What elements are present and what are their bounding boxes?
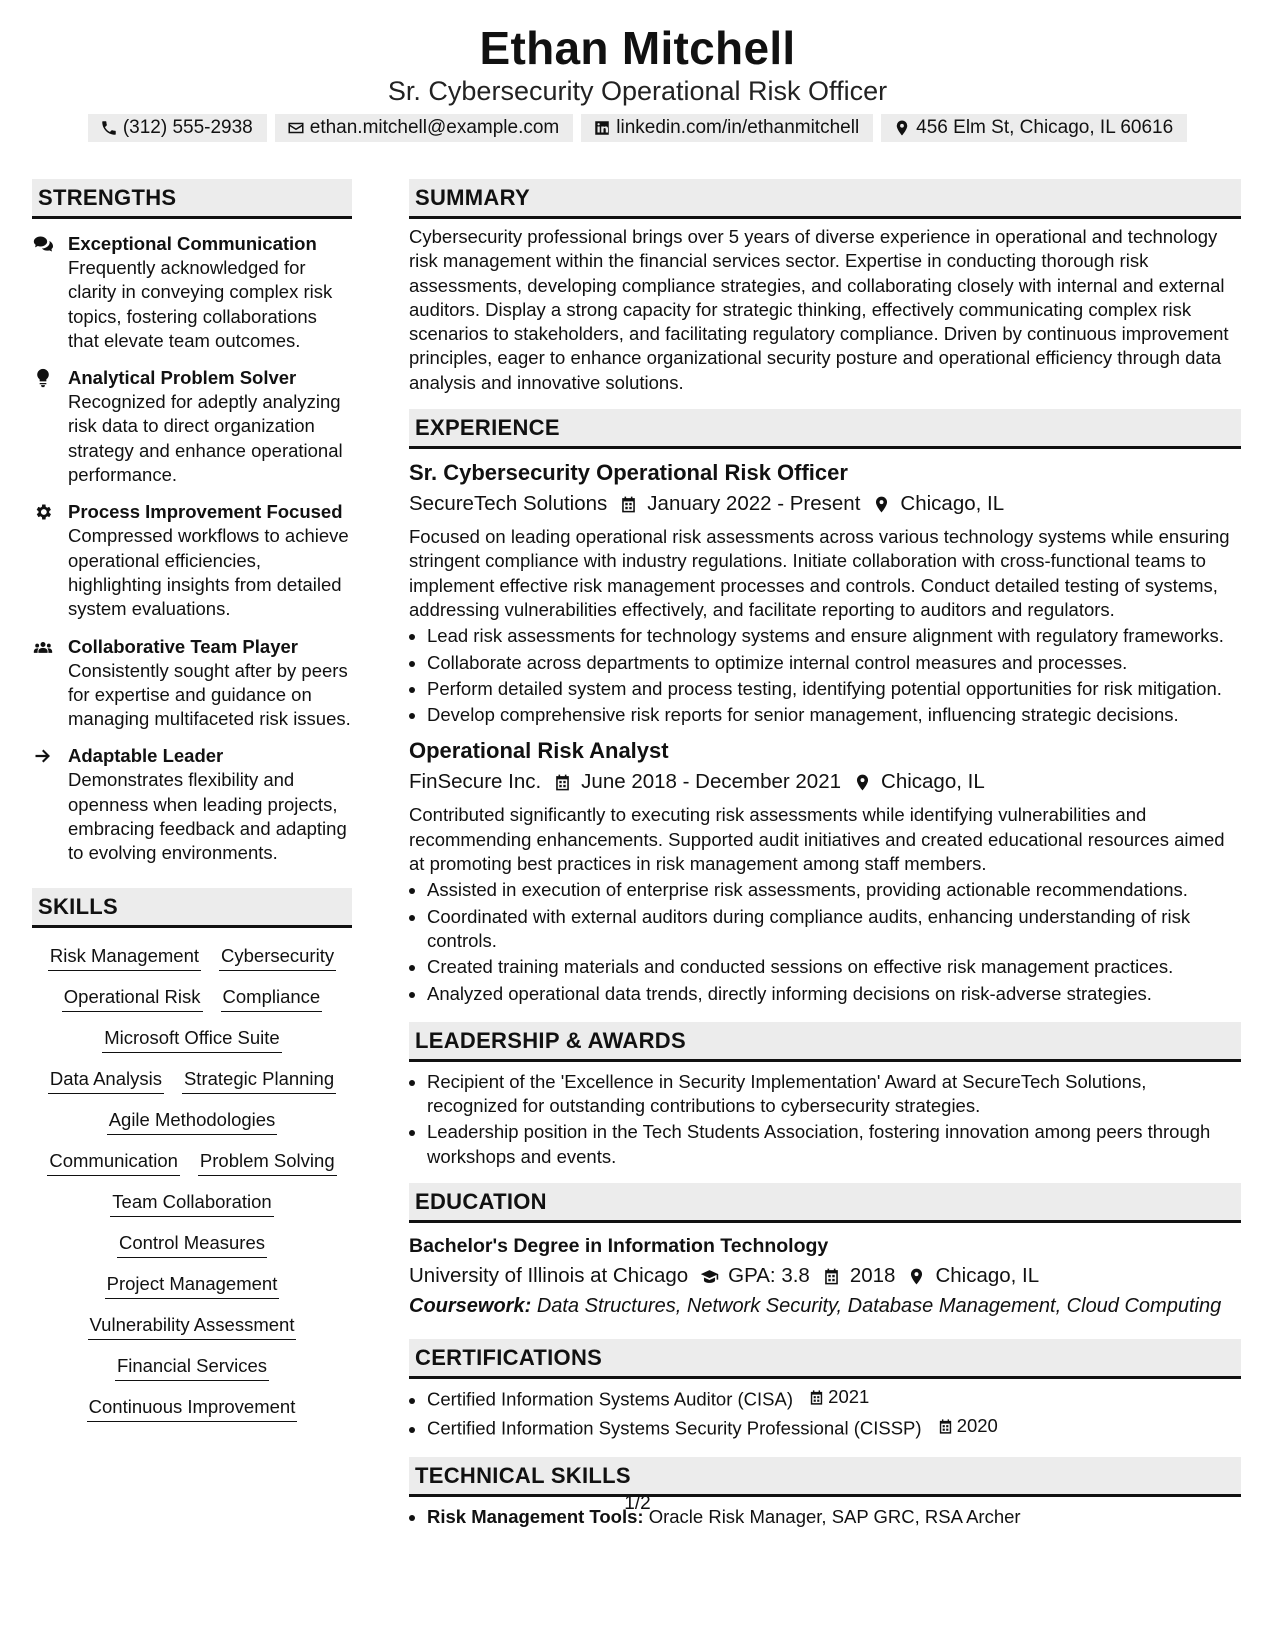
strength-title: Adaptable Leader <box>68 745 224 767</box>
arrow-right-icon <box>32 746 54 766</box>
job-bullets <box>409 878 1241 1005</box>
job-dates: January 2022 - Present <box>647 492 861 516</box>
job-bullet: • Develop comprehensive risk reports for senior management, influencing strategic decisions. <box>427 703 1241 727</box>
calendar-icon <box>808 1389 825 1406</box>
strengths-heading: STRENGTHS <box>32 179 352 219</box>
summary-heading: SUMMARY <box>409 179 1241 219</box>
coursework-text: Data Structures, Network Security, Database Management, Cloud Computing <box>536 1295 1222 1318</box>
job-title: Operational Risk Analyst <box>409 738 669 764</box>
job-company: SecureTech Solutions <box>409 492 608 516</box>
contact-address[interactable] <box>881 114 1187 142</box>
strength-desc: Compressed workflows to achieve operational efficiencies, highlighting insights from detailed system evaluations. <box>68 525 349 620</box>
job-meta <box>409 489 1241 519</box>
strength-desc: Frequently acknowledged for clarity in conveying complex risk topics, fostering collaborations that elevate team outcomes. <box>68 257 333 351</box>
linkedin-icon <box>593 119 611 137</box>
left-column <box>32 179 352 1531</box>
resume-header <box>0 0 1275 142</box>
strength-item <box>32 744 352 865</box>
strength-desc: Recognized for adeptly analyzing risk data to direct organization strategy and enhance operational performance. <box>68 391 343 486</box>
education-meta <box>409 1261 1241 1291</box>
skill-tag: Data Analysis <box>48 1067 164 1094</box>
leadership-bullets <box>409 1070 1241 1169</box>
technical-skill-value: Oracle Risk Manager, SAP GRC, RSA Archer <box>648 1505 1021 1527</box>
calendar-icon <box>937 1418 954 1435</box>
job-entry <box>409 737 1241 1005</box>
skill-tag: Control Measures <box>117 1231 267 1258</box>
strength-item <box>32 500 352 621</box>
job-location: Chicago, IL <box>900 492 1005 516</box>
page-number: 1/2 <box>624 1493 651 1514</box>
job-dates: June 2018 - December 2021 <box>581 770 842 794</box>
map-marker-icon <box>907 1267 926 1286</box>
candidate-name: Ethan Mitchell <box>479 22 796 74</box>
envelope-icon <box>287 119 305 137</box>
certification-list <box>409 1385 1241 1441</box>
skill-tag: Compliance <box>221 985 323 1012</box>
skill-tag: Continuous Improvement <box>87 1395 298 1422</box>
certification-item <box>427 1385 1241 1412</box>
strength-item <box>32 635 352 732</box>
skill-tag: Financial Services <box>115 1354 269 1381</box>
skill-tag: Problem Solving <box>198 1149 337 1176</box>
contact-email[interactable] <box>275 114 574 142</box>
job-title: Sr. Cybersecurity Operational Risk Officer <box>409 460 848 486</box>
strength-title: Collaborative Team Player <box>68 635 298 657</box>
skill-tag: Project Management <box>105 1272 280 1299</box>
job-bullet: • Analyzed operational data trends, directly informing decisions on risk-adverse strategies. <box>427 982 1241 1006</box>
strength-title: Process Improvement Focused <box>68 501 343 523</box>
gpa: GPA: 3.8 <box>728 1264 810 1288</box>
job-description: Contributed significantly to executing risk assessments while identifying vulnerabilities and recommending enhancements. Supported audit initiatives and created educational resources aimed at promoting best practices in risk management among staff members. <box>409 804 1225 875</box>
lightbulb-icon <box>32 368 54 388</box>
map-marker-icon <box>872 495 891 514</box>
contact-linkedin[interactable] <box>581 114 873 142</box>
certification-year: 2020 <box>956 1414 998 1436</box>
job-company: FinSecure Inc. <box>409 770 542 794</box>
technical-skill-label: Risk Management Tools: <box>427 1505 644 1527</box>
skill-tag: Team Collaboration <box>110 1190 273 1217</box>
job-bullet: • Created training materials and conducted sessions on effective risk management practices. <box>427 955 1241 979</box>
skill-tag: Cybersecurity <box>219 944 336 971</box>
users-icon <box>32 637 54 657</box>
coursework <box>409 1291 1241 1321</box>
skill-tag: Communication <box>47 1149 180 1176</box>
certification-name: Certified Information Systems Auditor (CISA) <box>427 1388 794 1410</box>
job-description: Focused on leading operational risk assessments across various technology systems while ensuring stringent compliance with industry regulations. Initiate collaboration with cross-functional teams to implement effective risk management processes and controls. Conduct detailed testing of systems, addressing vulnerabilities effectively, and facilitate reporting to auditors and regulators. <box>409 526 1230 620</box>
phone-icon <box>100 119 118 137</box>
job-bullets <box>409 624 1241 727</box>
certification-name: Certified Information Systems Security Professional (CISSP) <box>427 1417 922 1439</box>
job-location: Chicago, IL <box>881 770 985 794</box>
skill-tag: Operational Risk <box>62 985 203 1012</box>
skill-tag: Risk Management <box>48 944 201 971</box>
strength-title: Analytical Problem Solver <box>68 367 297 389</box>
experience-heading: EXPERIENCE <box>409 409 1241 449</box>
strength-item <box>32 366 352 487</box>
coursework-label: Coursework: <box>409 1295 532 1318</box>
contact-email-text: ethan.mitchell@example.com <box>309 117 560 138</box>
job-bullet: • Perform detailed system and process testing, identifying potential opportunities for risk mitigation. <box>427 677 1241 701</box>
gear-icon <box>32 502 54 522</box>
calendar-icon <box>822 1267 841 1286</box>
map-marker-icon <box>853 773 872 792</box>
comments-icon <box>32 234 54 254</box>
skill-tag: Strategic Planning <box>182 1067 336 1094</box>
skills-list <box>32 928 352 1422</box>
leadership-bullet: • Recipient of the 'Excellence in Security Implementation' Award at SecureTech Solutions, recognized for outstanding contributions to cybersecurity strategies. <box>427 1070 1241 1119</box>
contact-linkedin-text: linkedin.com/in/ethanmitchell <box>616 117 860 138</box>
job-entry <box>409 459 1241 727</box>
map-marker-icon <box>893 119 911 137</box>
contact-phone-text: (312) 555-2938 <box>122 117 253 138</box>
job-bullet: • Assisted in execution of enterprise risk assessments, providing actionable recommendations. <box>427 878 1241 902</box>
degree-title: Bachelor's Degree in Information Technology <box>409 1235 829 1258</box>
calendar-icon <box>619 495 638 514</box>
education-heading: EDUCATION <box>409 1183 1241 1223</box>
job-bullet: • Collaborate across departments to optimize internal control measures and processes. <box>427 651 1241 675</box>
certifications-heading: CERTIFICATIONS <box>409 1339 1241 1379</box>
strength-item <box>32 232 352 353</box>
school-location: Chicago, IL <box>935 1264 1040 1288</box>
calendar-icon <box>553 773 572 792</box>
graduation-cap-icon <box>700 1267 719 1286</box>
job-bullet: • Coordinated with external auditors during compliance audits, enhancing understanding of risk controls. <box>427 905 1241 954</box>
leadership-bullet: • Leadership position in the Tech Students Association, fostering innovation among peers through workshops and events. <box>427 1120 1241 1169</box>
certification-item <box>427 1414 1241 1441</box>
skill-tag: Vulnerability Assessment <box>88 1313 297 1340</box>
certification-year: 2021 <box>828 1386 870 1408</box>
contact-phone[interactable] <box>88 114 267 142</box>
leadership-heading: LEADERSHIP & AWARDS <box>409 1022 1241 1062</box>
contact-address-text: 456 Elm St, Chicago, IL 60616 <box>916 117 1174 138</box>
skill-tag: Agile Methodologies <box>107 1108 278 1135</box>
contact-bar <box>0 114 1275 142</box>
school-name: University of Illinois at Chicago <box>409 1264 689 1288</box>
job-meta <box>409 767 1241 797</box>
right-column <box>409 179 1241 1531</box>
technical-skills-heading: TECHNICAL SKILLS <box>409 1457 1241 1497</box>
strength-desc: Demonstrates flexibility and openness when leading projects, embracing feedback and adapting to evolving environments. <box>68 769 347 864</box>
resume-body <box>32 179 1243 1531</box>
candidate-headline: Sr. Cybersecurity Operational Risk Officer <box>387 76 888 106</box>
skill-tag: Microsoft Office Suite <box>102 1026 281 1053</box>
strength-title: Exceptional Communication <box>68 233 317 254</box>
skills-heading: SKILLS <box>32 888 352 928</box>
graduation-year: 2018 <box>849 1264 896 1288</box>
summary-text: Cybersecurity professional brings over 5 years of diverse experience in operational and technology risk management within the financial services sector. Expertise in conducting thorough risk assessments, developing compliance strategies, and collaborating closely with internal and external auditors. Display a strong capacity for strategic thinking, effectively communicating complex risk scenarios to stakeholders, and facilitating regulatory compliance. Driven by continuous improvement principles, eager to enhance organizational security posture and operational efficiency through data analysis and innovative solutions. <box>409 226 1229 393</box>
strength-desc: Consistently sought after by peers for expertise and guidance on managing multifaceted risk issues. <box>68 659 351 730</box>
job-bullet: • Lead risk assessments for technology systems and ensure alignment with regulatory frameworks. <box>427 624 1241 648</box>
